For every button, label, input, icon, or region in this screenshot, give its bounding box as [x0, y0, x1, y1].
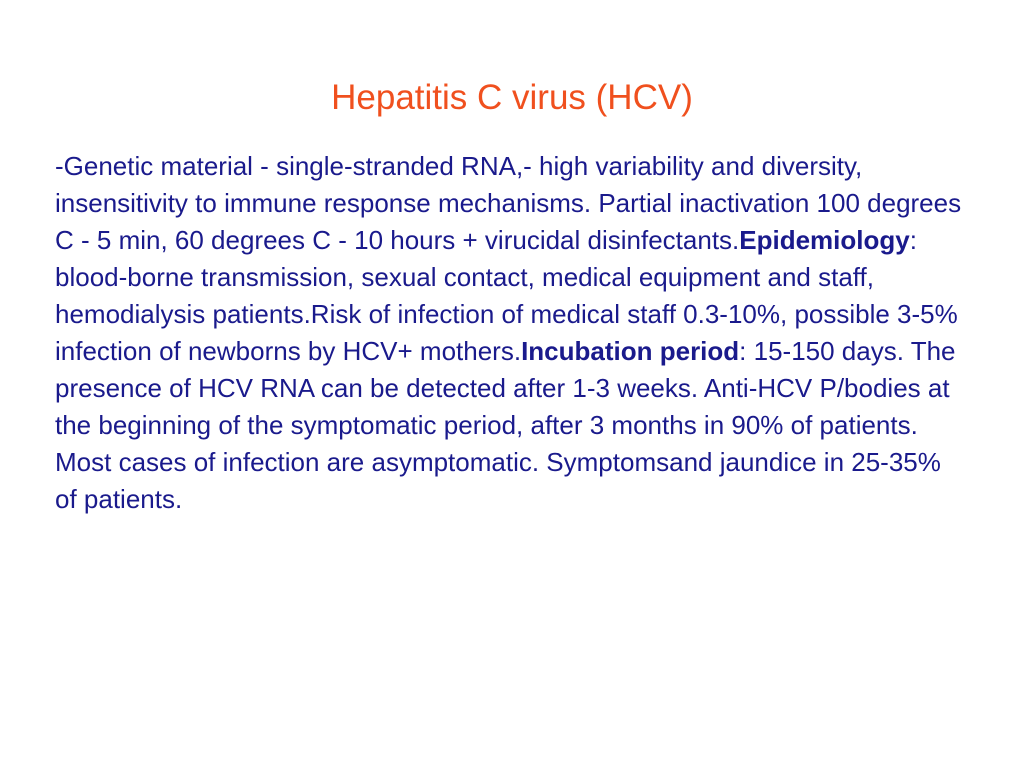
slide-body-text	[55, 148, 965, 518]
slide-title: Hepatitis C virus (HCV)	[331, 78, 693, 117]
epidemiology-heading: Epidemiology	[739, 225, 910, 255]
incubation-period-heading: Incubation period	[521, 336, 740, 366]
body-text-part-2: : blood-borne transmission, sexual contact, medical equipment and staff, hemodialysis patients.Risk of infection of medical staff 0.3-10%, possible 3-5% infection of newborns by HCV+ mothers.	[55, 225, 958, 366]
body-text-part-1: -Genetic material - single-stranded RNA,- high variability and diversity, insensitivity to immune response mechanisms. Partial inactivation 100 degrees C - 5 min, 60 degrees C - 10 hours + virucidal disinfectants.	[55, 151, 962, 255]
body-text-part-3: : 15-150 days. The presence of HCV RNA can be detected after 1-3 weeks. Anti-HCV P/bodies at the beginning of the symptomatic period, after 3 months in 90% of patients. Most cases of infection are asymptomatic. Symptomsand jaundice in 25-35% of patients.	[55, 336, 956, 514]
